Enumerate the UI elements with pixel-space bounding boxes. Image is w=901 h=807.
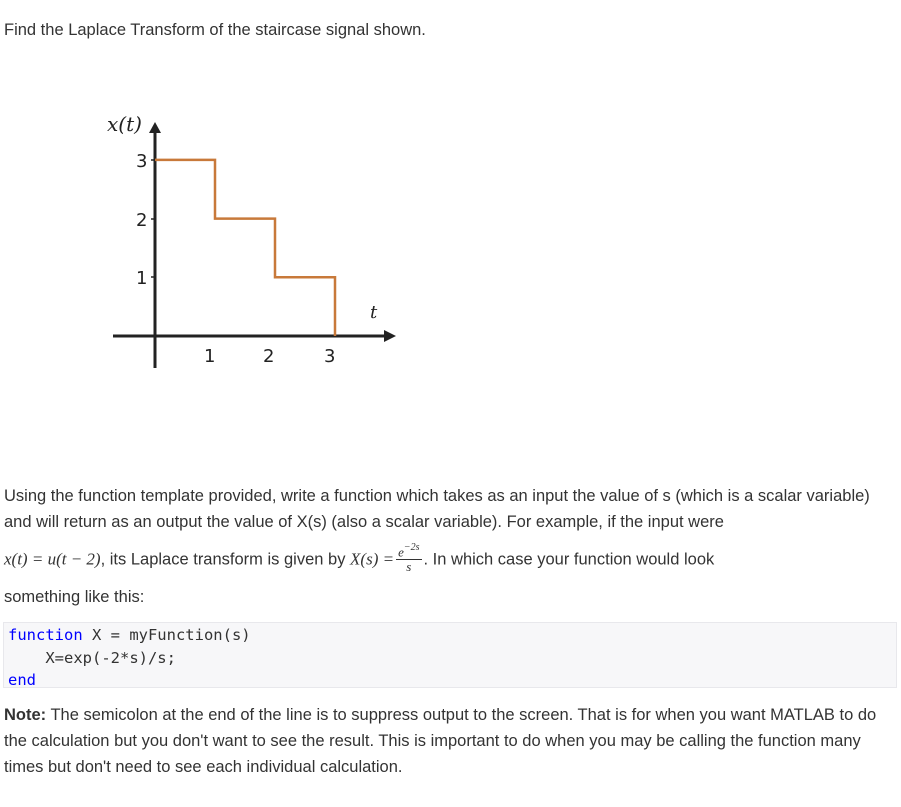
example-paragraph	[4, 542, 884, 575]
y-axis-arrowhead	[149, 122, 161, 133]
code-signature: X = myFunction(s)	[82, 626, 251, 644]
y-tick-label-1: 1	[136, 268, 148, 289]
code-block	[3, 622, 897, 688]
x-tick-label-1: 1	[204, 346, 216, 367]
y-tick-label-3: 3	[136, 151, 148, 172]
staircase-signal-line	[155, 160, 335, 336]
y-axis-label: x(t)	[107, 112, 142, 136]
code-line-3	[8, 669, 892, 692]
instructions-paragraph: Using the function template provided, write a function which takes as an input the value of s (which is a scalar variable) and will return as an output the value of X(s) (also a scalar variable). For example, if the input were	[4, 487, 870, 531]
math-fraction	[396, 543, 421, 573]
example-lead-in: something like this:	[4, 588, 145, 606]
fraction-denominator: s	[406, 559, 412, 575]
code-line-1	[8, 624, 892, 647]
fraction-numerator: $e^{-2s}$	[398, 542, 420, 560]
question-text: Find the Laplace Transform of the staircase signal shown.	[4, 21, 426, 39]
example-text-mid: , its Laplace transform is given by	[100, 550, 351, 569]
note-text: The semicolon at the end of the line is to suppress output to the screen. That is for when you want MATLAB to do the calculation but you don't want to see the result. This is important to do when you may be calling the function many times but don't need to see each individual calculation.	[4, 706, 877, 776]
x-axis-arrowhead	[384, 330, 396, 342]
fraction-exponent: −2s	[403, 542, 420, 553]
example-text-after: . In which case your function would look	[423, 550, 715, 569]
math-signal-definition: x(t) = u(t − 2)	[4, 549, 101, 569]
math-transform-lhs: X(s) =	[350, 549, 395, 569]
note-label: Note:	[4, 706, 47, 724]
y-tick-label-2: 2	[136, 210, 148, 231]
x-tick-label-3: 3	[324, 346, 336, 367]
note-paragraph	[4, 702, 884, 780]
code-keyword-end: end	[8, 671, 36, 689]
code-keyword-function: function	[8, 626, 83, 644]
staircase-signal-figure	[100, 100, 410, 375]
x-axis-label: t	[370, 302, 378, 323]
code-line-2: X=exp(-2*s)/s;	[8, 648, 176, 667]
x-tick-label-2: 2	[263, 346, 275, 367]
